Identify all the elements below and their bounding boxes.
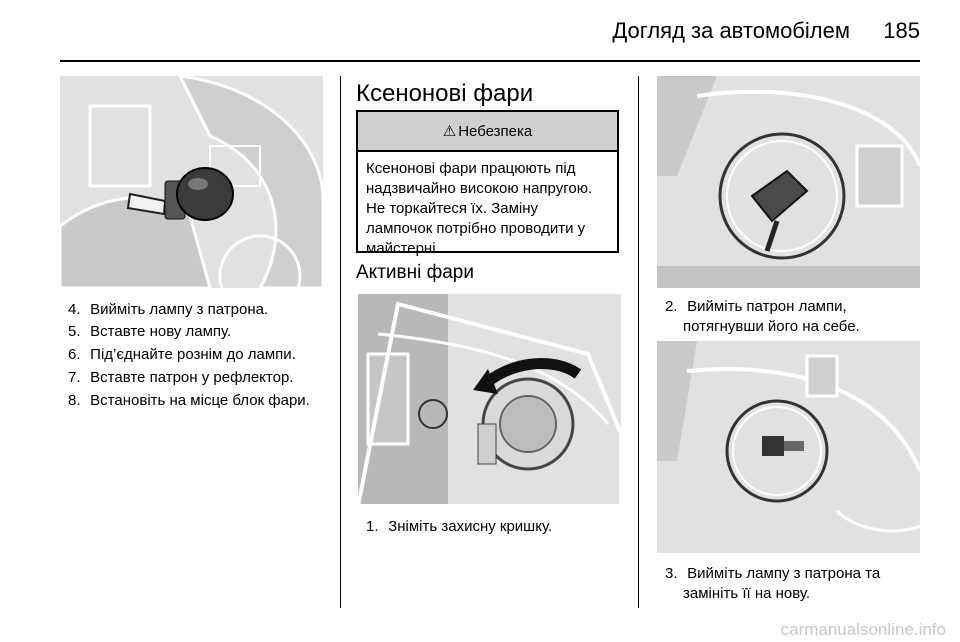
step-4: 4. Вийміть лампу з патрона. bbox=[68, 301, 269, 318]
step-1: 1. Зніміть захисну кришку. bbox=[366, 518, 553, 535]
step-7: 7. Вставте патрон у рефлектор. bbox=[68, 369, 294, 386]
column-divider-right bbox=[638, 76, 639, 608]
page-header-title: Догляд за автомобілем bbox=[612, 18, 850, 43]
figure-bulb-holder bbox=[657, 76, 920, 288]
figure-protective-cover bbox=[358, 294, 621, 506]
warning-line: Ксенонові фари працюють під bbox=[366, 160, 576, 177]
warning-line: майстерні. bbox=[366, 240, 440, 257]
warning-line: лампочок потрібно проводити у bbox=[366, 220, 586, 237]
warning-box bbox=[356, 110, 619, 257]
footer-watermark: carmanualsonline.info bbox=[780, 620, 946, 639]
step-6: 6. Під’єднайте рознім до лампи. bbox=[68, 346, 296, 363]
figure-bulb-replacement bbox=[657, 341, 920, 553]
step-2: 2. Вийміть патрон лампи, потягнувши його на себе. bbox=[665, 298, 860, 335]
column-divider-left bbox=[340, 76, 341, 608]
section-heading-xenon: Ксенонові фари bbox=[356, 80, 534, 107]
page-number: 185 bbox=[883, 18, 920, 43]
header-rule bbox=[60, 60, 920, 62]
subheading-active-lights: Активні фари bbox=[356, 262, 474, 283]
warning-header bbox=[358, 112, 617, 152]
step-8: 8. Встановіть на місце блок фари. bbox=[68, 392, 310, 409]
step-3: 3. Вийміть лампу з патрона та замініть її на нову. bbox=[665, 565, 881, 602]
step-5: 5. Вставте нову лампу. bbox=[68, 323, 232, 340]
figure-bulb-socket bbox=[60, 76, 323, 288]
warning-triangle-icon: ⚠ bbox=[442, 123, 457, 140]
warning-line: надзвичайно високою напругою. bbox=[366, 180, 593, 197]
warning-text bbox=[358, 152, 617, 266]
warning-title: Небезпека bbox=[458, 122, 533, 140]
warning-line: Не торкайтеся їх. Заміну bbox=[366, 200, 539, 217]
